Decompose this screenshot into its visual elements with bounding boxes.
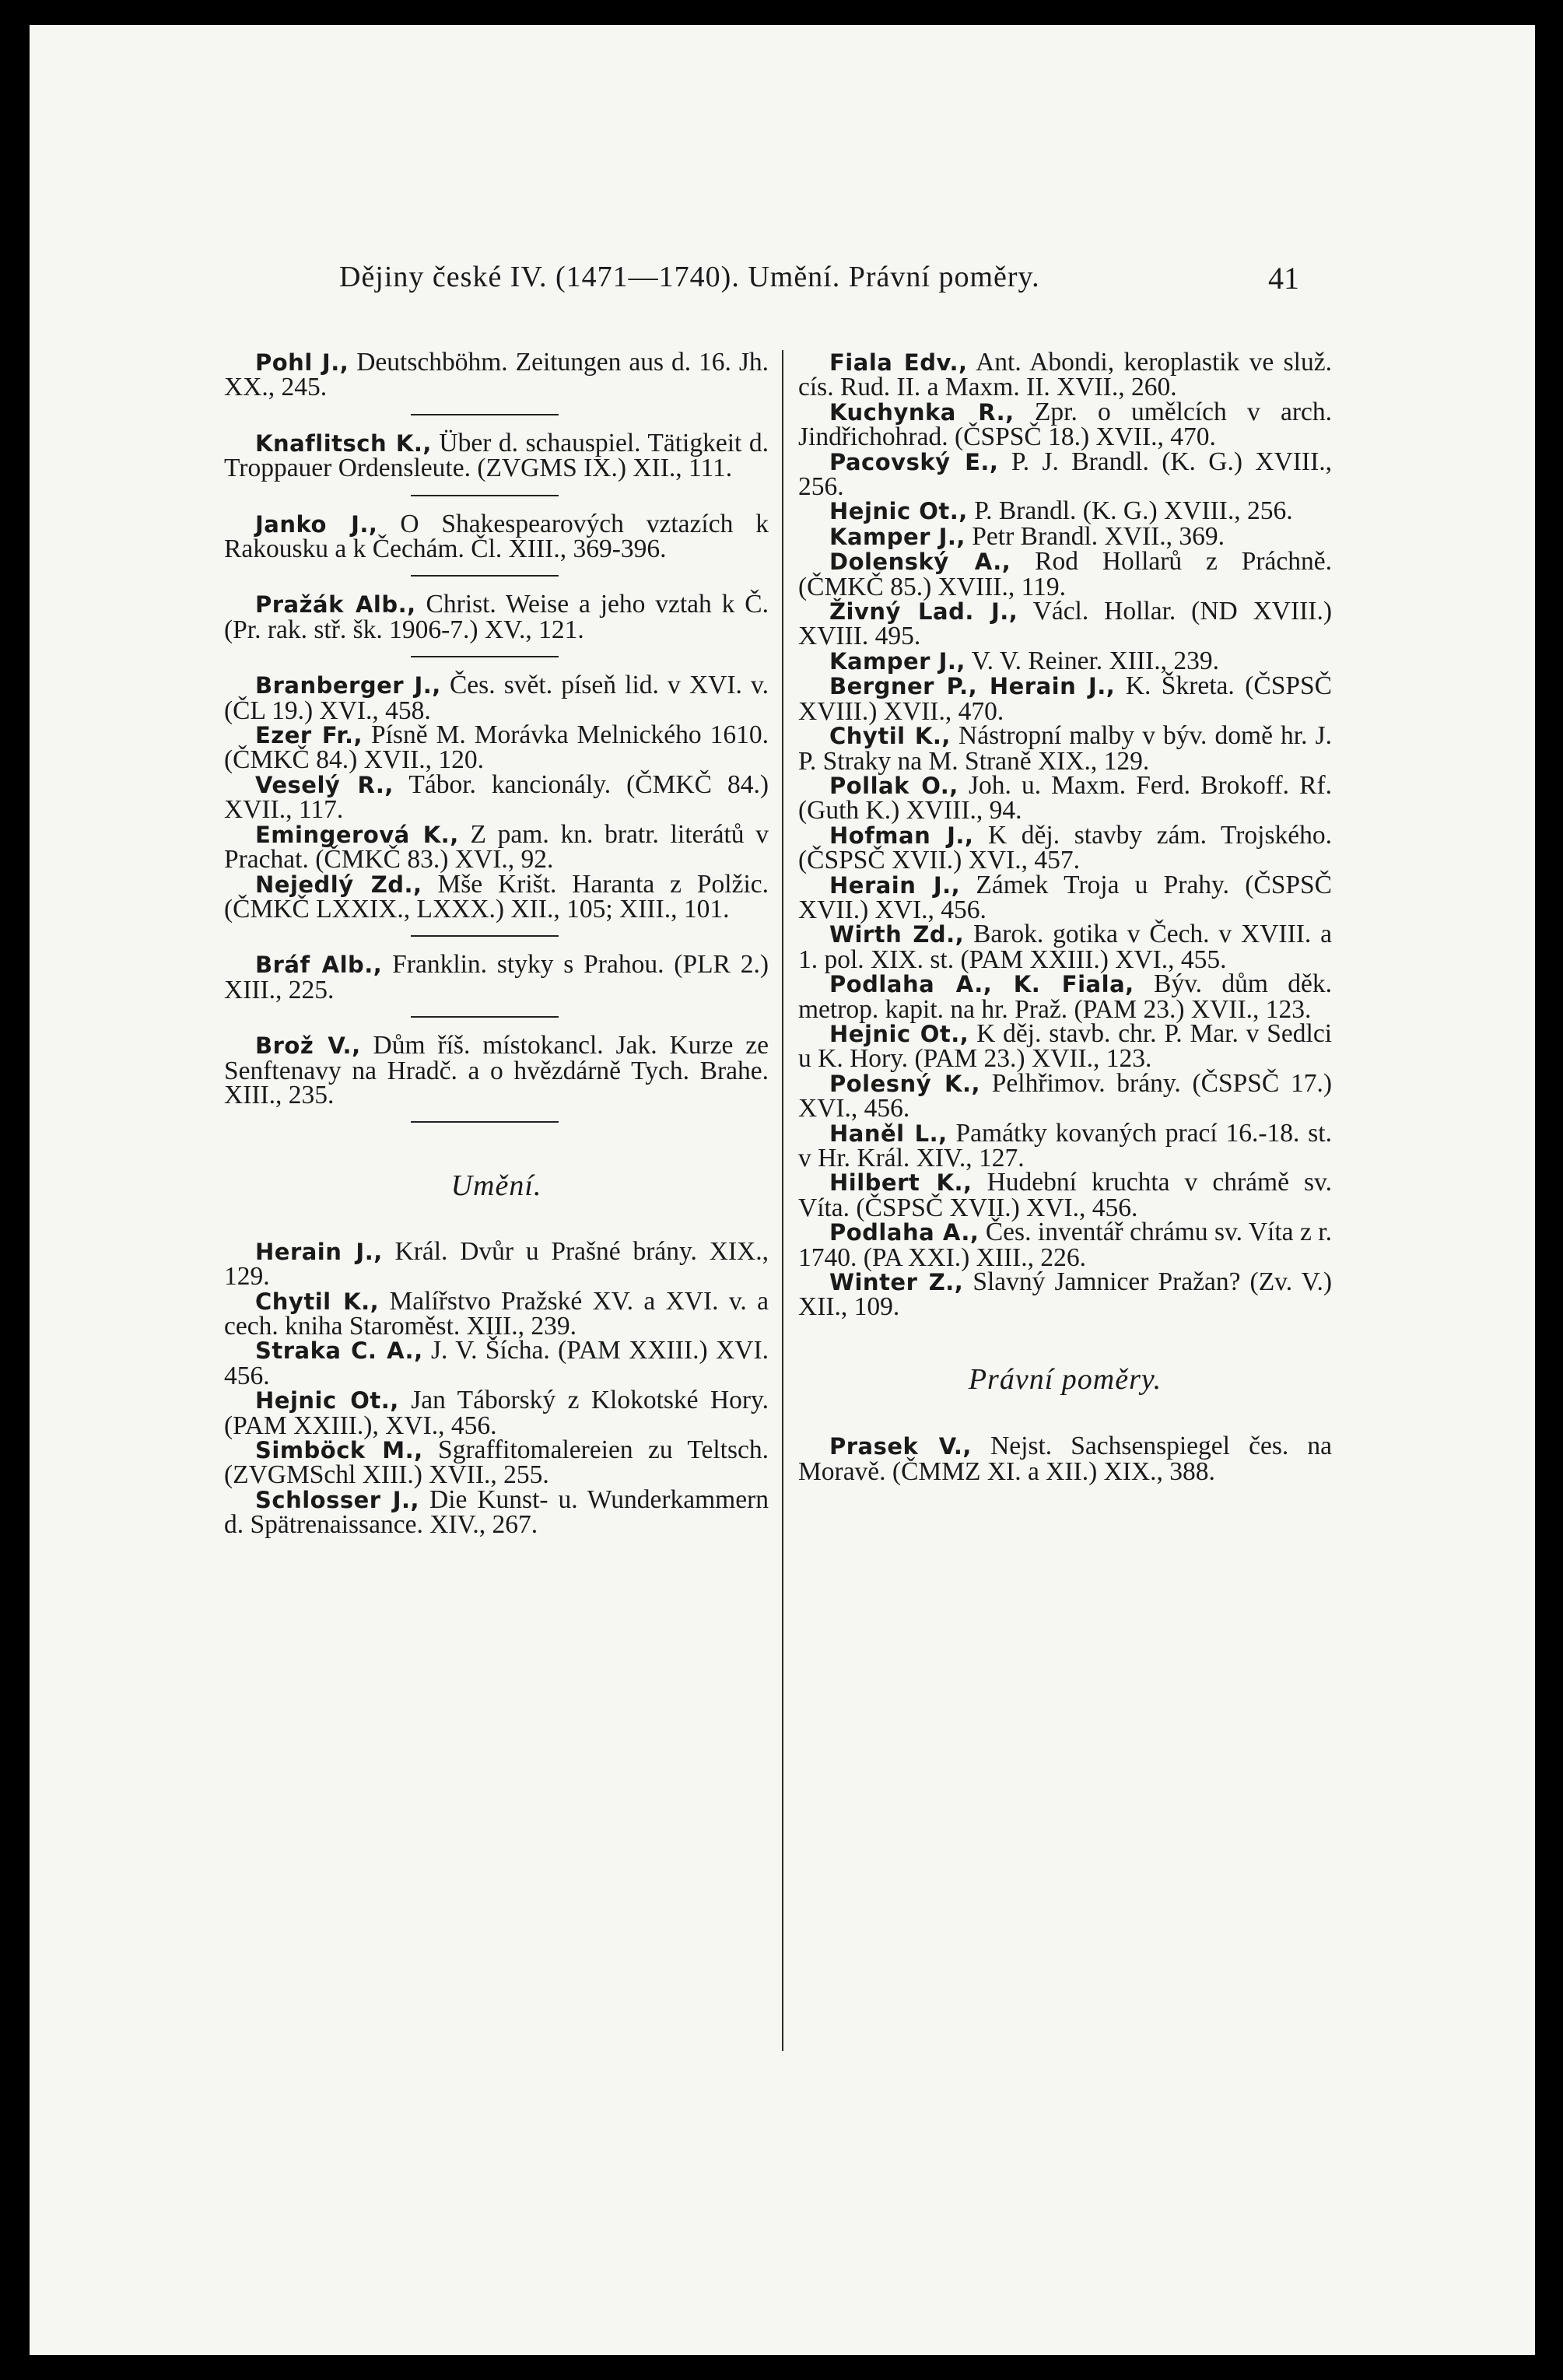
bibliography-entry (798, 350, 1332, 400)
entry-text: V. V. Reiner. XIII., 239. (965, 646, 1219, 675)
author-name: Hejnic Ot., (829, 498, 968, 525)
running-title: Dějiny české IV. (1471—1740). Umění. Právní poměry. (339, 261, 1040, 293)
entry-text: Tábor. kancionály. (ČMKČ 84.) XVII., 117. (224, 769, 769, 825)
entry-text: Barok. gotika v Čech. v XVIII. a 1. pol. XIX. st. (PAM XXIII.) XVI., 455. (798, 920, 1333, 974)
entry-text: Über d. schauspiel. Tätigkeit d. Troppauer Ordensleute. (ZVGMS IX.) XII., 111. (224, 428, 769, 483)
author-name: Bergner P., Herain J., (829, 673, 1116, 700)
column-divider (782, 350, 783, 2051)
bibliography-entry (798, 1170, 1332, 1220)
bibliography-entry (798, 1018, 1333, 1074)
author-name: Herain J., (829, 871, 961, 899)
entry-text: Písně M. Morávka Melnického 1610. (ČMKČ 84.) XVII., 120. (224, 720, 769, 775)
bibliography-entry (798, 969, 1332, 1024)
bibliography-entry (224, 952, 769, 1002)
author-name: Haněl L., (829, 1120, 948, 1147)
author-name: Chytil K., (255, 1288, 380, 1315)
author-name: Knaflitsch K., (255, 429, 432, 457)
bibliography-entry (798, 770, 1332, 825)
author-name: Polesný K., (829, 1070, 981, 1097)
entry-text: Památky kovaných prací 16.-18. st. v Hr. Král. XIV., 127. (798, 1118, 1332, 1172)
bibliography-entry (798, 599, 1332, 649)
author-name: Prasek V., (829, 1433, 972, 1460)
entry-text: Z pam. kn. bratr. literátů v Prachat. (ČMKČ 83.) XVI., 92. (224, 819, 769, 875)
bibliography-entry (798, 496, 1332, 526)
separator-rule (224, 642, 769, 673)
author-name: Straka C. A., (255, 1337, 423, 1365)
author-name: Pražák Alb., (255, 591, 416, 619)
author-name: Emingerová K., (255, 821, 459, 848)
entry-text: Nástropní malby v býv. domě hr. J. P. Straky na M. Straně XIX., 129. (798, 721, 1332, 776)
author-name: Ezer Fr., (255, 722, 363, 749)
entry-group (224, 350, 769, 400)
bibliography-entry (798, 820, 1332, 875)
author-name: Brož V., (255, 1032, 361, 1060)
author-name: Hejnic Ot., (255, 1387, 399, 1414)
author-name: Janko J., (255, 510, 378, 538)
entry-text: K děj. stavb. chr. P. Mar. v Sedlci u K. Hory. (PAM 23.) XVII., 123. (798, 1018, 1333, 1074)
entry-text: J. V. Šícha. (PAM XXIII.) XVI. 456. (224, 1336, 769, 1390)
separator-rule (224, 481, 769, 512)
entry-text: K děj. stavby zám. Trojského. (ČSPSČ XVII.) XVI., 457. (798, 820, 1332, 875)
entry-group (224, 592, 769, 642)
left-column (224, 348, 769, 1540)
bibliography-entry (798, 1267, 1332, 1322)
entry-text: Nejst. Sachsenspiegel čes. na Moravě. (ČMMZ XI. a XII.) XIX., 388. (798, 1432, 1332, 1486)
right-column (798, 350, 1332, 1484)
bibliography-entry (224, 350, 769, 400)
bibliography-entry (224, 1338, 769, 1388)
bibliography-entry (798, 721, 1332, 776)
bibliography-entry (224, 1484, 769, 1540)
entry-text: Čes. inventář chrámu sv. Víta z r. 1740. (PA XXI.) XIII., 226. (798, 1218, 1332, 1272)
author-name: Chytil K., (829, 723, 951, 750)
book-page (30, 25, 1535, 2355)
bibliography-entry (798, 521, 1332, 551)
entry-text: Franklin. styky s Prahou. (PLR 2.) XIII., 225. (224, 950, 769, 1004)
entry-group (224, 1236, 769, 1540)
bibliography-entry (798, 646, 1332, 675)
bibliography-entry (798, 671, 1332, 726)
author-name: Fiala Edv., (829, 349, 968, 376)
bibliography-entry (224, 592, 769, 642)
entry-text: Čes. svět. píseň lid. v XVI. v. (ČL 19.) XVI., 458. (224, 671, 769, 725)
entry-group (224, 509, 769, 564)
author-name: Herain J., (255, 1238, 383, 1265)
bibliography-entry (224, 769, 769, 825)
entry-text: Býv. dům děk. metrop. kapit. na hr. Praž. (PAM 23.) XVII., 123. (798, 969, 1332, 1024)
entry-text: Mše Krišt. Haranta z Polžic. (ČMKČ LXXIX., LXXX.) XII., 105; XIII., 101. (224, 869, 769, 924)
entry-text: O Shakespearových vztazích k Rakousku a k Čechám. Čl. XIII., 369-396. (224, 509, 769, 564)
author-name: Kamper J., (829, 523, 965, 550)
entry-text: Rod Hollarů z Práchně. (ČMKČ 85.) XVIII., 119. (798, 547, 1332, 601)
section-title-umeni: Umění. (450, 1169, 542, 1203)
author-name: Bráf Alb., (255, 952, 383, 979)
bibliography-entry (224, 819, 769, 875)
bibliography-entry (798, 870, 1332, 924)
entry-text: Die Kunst- u. Wunderkammern d. Spätrenaissance. XIV., 267. (224, 1484, 769, 1540)
author-name: Schlosser J., (255, 1486, 420, 1513)
section-title-pravni-pomery: Právní poměry. (968, 1362, 1162, 1396)
author-name: Hilbert K., (829, 1169, 972, 1197)
author-name: Hofman J., (829, 822, 974, 849)
entry-group (798, 350, 1332, 1320)
bibliography-entry (224, 1286, 769, 1341)
entry-text: K. Škreta. (ČSPSČ XVIII.) XVII., 470. (798, 671, 1332, 726)
separator-rule (224, 561, 769, 592)
author-name: Wirth Zd., (829, 921, 965, 948)
bibliography-entry (798, 1434, 1332, 1484)
entry-group (224, 952, 769, 1002)
entry-group (224, 1033, 769, 1107)
bibliography-entry (798, 447, 1332, 502)
separator-rule (224, 1107, 769, 1138)
entry-text: Joh. u. Maxm. Ferd. Brokoff. Rf. (Guth K.) XVIII., 94. (798, 770, 1332, 825)
author-name: Hejnic Ot., (829, 1020, 969, 1047)
entry-text: Václ. Hollar. (ND XVIII.) XVIII. 495. (798, 597, 1332, 651)
author-name: Živný Lad. J., (829, 598, 1018, 626)
entry-text: Deutschböhm. Zeitungen aus d. 16. Jh. XX., 245. (224, 348, 769, 402)
page-number: 41 (1268, 261, 1299, 296)
entry-text: Zpr. o umělcích v arch. Jindřichohrad. (ČSPSČ 18.) XVII., 470. (798, 397, 1332, 452)
entry-text: Christ. Weise a jeho vztah k Č. (Pr. rak. stř. šk. 1906-7.) XV., 121. (224, 590, 769, 644)
bibliography-entry (798, 549, 1332, 599)
bibliography-entry (798, 397, 1332, 452)
entry-text: Petr Brandl. XVII., 369. (965, 521, 1225, 551)
entry-text: Hudební kruchta v chrámě sv. Víta. (ČSPSČ XVII.) XVI., 456. (798, 1168, 1332, 1222)
bibliography-entry (798, 922, 1332, 972)
entry-group (224, 671, 769, 924)
bibliography-entry (224, 428, 769, 483)
bibliography-entry (798, 1118, 1332, 1172)
entry-text: P. Brandl. (K. G.) XVIII., 256. (967, 496, 1293, 526)
separator-rule (224, 1002, 769, 1033)
author-name: Dolenský A., (829, 549, 1011, 576)
bibliography-entry (224, 673, 769, 723)
entry-text: Slavný Jamnicer Pražan? (Zv. V.) XII., 109. (798, 1267, 1332, 1322)
entry-text: Pelhřimov. brány. (ČSPSČ 17.) XVI., 456. (798, 1068, 1332, 1123)
entry-text: P. J. Brandl. (K. G.) XVIII., 256. (798, 447, 1332, 502)
entry-group (798, 1434, 1332, 1484)
bibliography-entry (798, 1068, 1332, 1123)
author-name: Simböck M., (255, 1437, 423, 1463)
bibliography-entry (224, 869, 769, 924)
bibliography-entry (224, 1236, 769, 1292)
bibliography-entry (224, 509, 769, 564)
separator-rule (224, 400, 769, 431)
author-name: Nejedlý Zd., (255, 871, 422, 898)
bibliography-entry (224, 1435, 769, 1490)
author-name: Pohl J., (255, 349, 349, 376)
entry-group (224, 428, 769, 483)
bibliography-entry (224, 1033, 769, 1107)
bibliography-entry (224, 1388, 769, 1438)
author-name: Winter Z., (829, 1269, 964, 1296)
author-name: Pacovský E., (829, 448, 999, 475)
author-name: Branberger J., (255, 672, 441, 699)
author-name: Pollak O., (829, 772, 958, 799)
bibliography-entry (224, 720, 769, 775)
entry-text: Dům říš. místokancl. Jak. Kurze ze Senftenavy na Hradč. a o hvězdárně Tych. Brahe. XIII., 235. (224, 1031, 769, 1109)
author-name: Kuchynka R., (829, 398, 1015, 426)
bibliography-entry (798, 1220, 1332, 1270)
author-name: Podlaha A., K. Fiala, (829, 971, 1134, 998)
separator-rule (224, 921, 769, 952)
author-name: Podlaha A., (829, 1219, 980, 1246)
entry-text: Zámek Troja u Prahy. (ČSPSČ XVII.) XVI., 456. (798, 870, 1332, 924)
entry-text: Jan Táborský z Klokotské Hory. (PAM XXIII.), XVI., 456. (224, 1386, 769, 1440)
entry-text: Král. Dvůr u Prašné brány. XIX., 129. (224, 1236, 769, 1292)
entry-text: Ant. Abondi, keroplastik ve služ. cís. Rud. II. a Maxm. II. XVII., 260. (798, 348, 1332, 402)
entry-text: Sgraffitomalereien zu Teltsch. (ZVGMSchl XIII.) XVII., 255. (224, 1435, 769, 1490)
author-name: Kamper J., (829, 647, 965, 675)
entry-text: Malířstvo Pražské XV. a XVI. v. a cech. kniha Staroměst. XIII., 239. (224, 1286, 769, 1341)
author-name: Veselý R., (255, 771, 394, 798)
